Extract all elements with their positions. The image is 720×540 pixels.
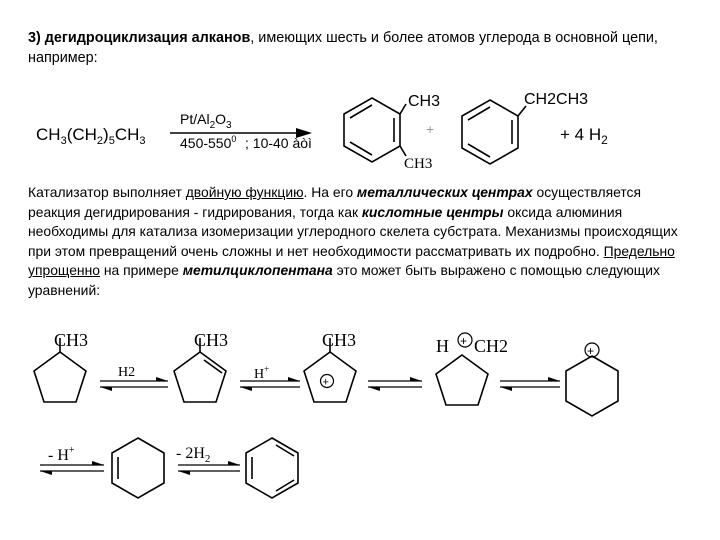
h2-label: H2: [118, 365, 136, 380]
para-text-4: оксида алюминия необходимы для катализа изомеризации углеродного скелета субстрата. Механизмы происходящих при этом превращений очень сложны и нет необходимости рассматривать их подробно.: [28, 203, 678, 259]
para-emph-1: металлических центрах: [356, 184, 533, 200]
equilibrium-arrow-4: [500, 377, 560, 391]
catalyst-label: $Pt/Al_2O_3$: [180, 111, 232, 131]
plus-sign: +: [426, 121, 435, 137]
para-text-3: осуществляется реакция дегидрирования - гидрирования, тогда как: [28, 184, 642, 220]
para-underline-1: двойную функцию: [185, 184, 304, 200]
minus-2h2-label: - $2H_2$: [176, 445, 211, 465]
para-emph-3: метилциклопентана: [182, 262, 333, 279]
heading-rest: , имеющих шесть и более атомов углерода в основной цепи, например:: [28, 30, 658, 66]
charge-3: +: [587, 344, 595, 358]
equilibrium-arrow-3: [368, 377, 422, 391]
para-text-2: . На его: [303, 184, 357, 200]
hplus-label: H+: [254, 364, 270, 382]
methyl-label-2: CH3: [194, 330, 229, 350]
methyl-label-3: CH3: [322, 330, 357, 350]
para-underline-2: Предельно упрощенно: [28, 242, 675, 279]
cation-h-label: H: [436, 336, 449, 356]
charge-1: +: [322, 376, 329, 389]
benzene: [246, 438, 298, 498]
para-text-5: на примере: [99, 262, 183, 279]
methyl-bottom-label: CH3: [404, 156, 433, 172]
para-text-1: Катализатор выполняет: [28, 184, 186, 200]
minus-hplus-label: - H+: [48, 445, 75, 464]
cation-ch2-label: CH2: [474, 336, 509, 356]
cyclohexene: [112, 438, 164, 498]
ethyl-label: CH2CH3: [524, 91, 589, 108]
para-text-6: это может быть выражено с помощью следующих уравнений:: [28, 262, 660, 298]
equilibrium-arrow-2: [240, 377, 300, 391]
heptane-formula: $CH_3(CH_2)_5CH_3$: [36, 125, 146, 147]
pressure-label: ; 10-40 àòì: [245, 135, 312, 151]
hydrogen-byproduct: + 4 $H_2$: [560, 125, 608, 147]
temperature-label: $450-550^0$: [180, 134, 237, 151]
para-emph-2: кислотные центры: [361, 203, 504, 220]
heading-number: 3): [28, 30, 41, 46]
charge-2: +: [460, 334, 468, 348]
methyl-top-label: CH3: [408, 93, 441, 110]
methyl-label-1: CH3: [54, 330, 89, 350]
heading-term: дегидроциклизация алканов: [44, 30, 251, 46]
